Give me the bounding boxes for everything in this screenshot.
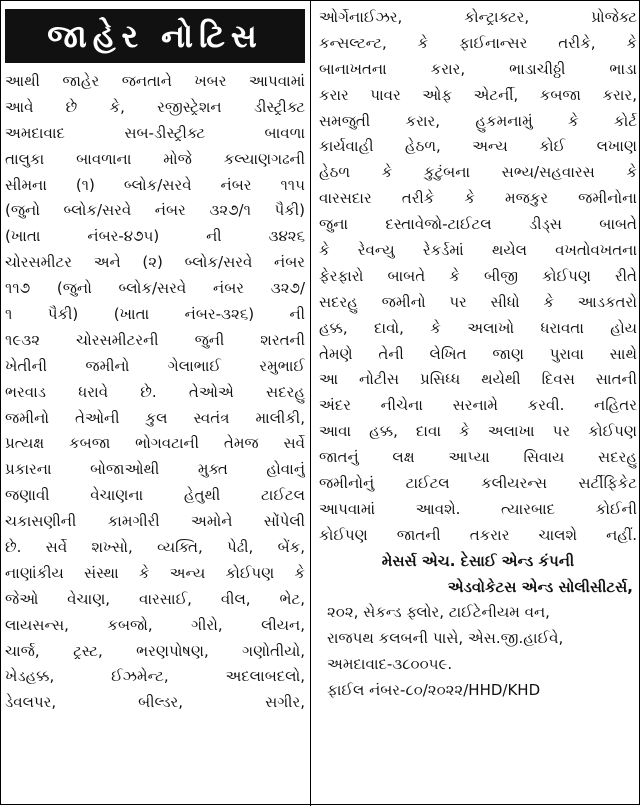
notice-line: ચોરસમીટર અને (૨) બ્લોક/સરવે નંબર	[5, 253, 305, 272]
address-line: અમદાવાદ-૩૮૦૦૫૯.	[327, 655, 453, 674]
notice-line: સદરહુ જમીનો પર સીધો કે આડકતરો	[319, 292, 637, 311]
notice-line: કરાર પાવર ઓફ એટર્ની, કબજા કરાર,	[319, 85, 637, 104]
firm-name: મેસર્સ એચ. દેસાઈ એન્ડ કંપની	[381, 551, 575, 570]
column-divider	[310, 1, 311, 806]
notice-line: અમદાવાદ સબ-ડીસ્ટ્રીક્ટ બાવળા	[5, 123, 305, 142]
notice-line: ૧૧૭ (જુનો બ્લોક/સરવે નંબર ૩૨૭/	[5, 279, 305, 298]
notice-line: સમજુતી કરાર, હુકમનામું કે કોર્ટ	[319, 111, 637, 130]
notice-line: ૧ પૈકી) (ખાતા નંબર-૩૨૬) ની	[5, 305, 305, 324]
notice-line: જુના દસ્તાવેજો-ટાઈટલ ડીડ્સ બાબતે	[319, 215, 637, 234]
notice-line: ખેતીની જમીનો ગેલાભાઈ રમુભાઈ	[5, 356, 305, 375]
notice-line: ૧૯૩૨ ચોરસમીટરની જુની શરતની	[5, 330, 305, 349]
notice-line: ચાર્જ, ટ્રસ્ટ, ભરણપોષણ, ગણોતીયો,	[5, 641, 305, 660]
left-body	[5, 69, 305, 716]
notice-line: બાનાખતના કરાર, ભાડાચીઠ્ઠી ભાડા	[319, 59, 637, 78]
notice-line: કન્સલ્ટન્ટ, કે ફાઈનાન્સર તરીકે, કે	[319, 33, 637, 52]
notice-line: ચકાસણીની કામગીરી અમોને સોંપેલી	[5, 512, 305, 531]
notice-line: લાયસન્સ, કબજો, ગીરો, લીયન,	[5, 615, 305, 634]
notice-line: હેઠળ કે કુટુંબના સભ્ય/સહવારસ કે	[319, 163, 637, 182]
address-line: રાજપથ કલબની પાસે, એસ.જી.હાઈવે,	[327, 629, 564, 648]
right-column	[319, 1, 637, 704]
firm-designation: એડવોકેટસ એન્ડ સોલીસીટર્સ,	[447, 577, 633, 596]
notice-line: ખેડહક્ક, ઈઝમેન્ટ, અદલાબદલો,	[5, 667, 305, 686]
notice-line: અંદર નીચેના સરનામે કરવી. નહિતર	[319, 396, 637, 415]
notice-line: આપવામાં આવશે. ત્યારબાદ કોઈની	[319, 499, 637, 518]
notice-line: તાલુકા બાવળાના મોજે કલ્યાણગઢની	[5, 149, 305, 168]
address-line: ૨૦૨, સેકન્ડ ફ્લોર, ટાઈટેનીયમ વન,	[327, 603, 550, 622]
notice-line: આથી જાહેર જનતાને ખબર આપવામાં	[5, 72, 305, 90]
notice-line: આ નોટીસ પ્રસિધ્ધ થયેથી દિવસ સાતની	[319, 370, 637, 389]
notice-line: જાતનું લક્ષ આપ્યા સિવાય સદરહુ	[319, 448, 637, 467]
notice-line: જેઓ વેચાણ, વારસાઈ, વીલ, ભેટ,	[5, 589, 305, 608]
notice-line: કાર્યવાહી હેઠળ, અન્ય કોઈ લખાણ	[319, 137, 637, 156]
right-body	[319, 5, 637, 704]
notice-line: નાણાંકીય સંસ્થા કે અન્ય કોઈપણ કે	[5, 563, 305, 582]
left-column	[5, 1, 305, 716]
notice-line: ફેરફારો બાબતે કે બીજી કોઈપણ રીતે	[319, 266, 637, 285]
notice-line: જમીનોનું ટાઈટલ કલીયરન્સ સર્ટીફિકેટ	[319, 474, 637, 493]
notice-line: આવે છે કે, રજીસ્ટ્રેશન ડીસ્ટ્રીક્ટ	[5, 97, 305, 116]
notice-line: તેમણે તેની લેખિત જાણ પુરાવા સાથે	[319, 344, 637, 363]
notice-line: ભરવાડ ધરાવે છે. તેઓએ સદરહુ	[5, 382, 305, 401]
notice-line: (ખાતા નંબર-૪૭૫) ની ૩૪૨૬	[5, 227, 305, 246]
notice-line: વારસદાર તરીકે કે મજકુર જમીનોના	[319, 189, 637, 208]
notice-line: પ્રકારના બોજાઓથી મુક્ત હોવાનું	[5, 460, 305, 479]
notice-line: છે. સર્વે શખ્સો, વ્યક્તિ, પેઢી, બેંક,	[5, 538, 305, 557]
notice-line: કોઈપણ જાતની તકરાર ચાલશે નહીં.	[319, 525, 637, 544]
notice-title: જાહેર નોટિસ	[5, 9, 305, 63]
notice-line: કે રેવન્યુ રેકર્ડમાં થયેલ વખતોવખતના	[319, 241, 637, 260]
notice-line: હક્ક, દાવો, કે અલાખો ધરાવતા હોય	[319, 318, 637, 337]
file-number: ફાઈલ નંબર-૮૦/૨૦૨૨/HHD/KHD	[327, 681, 541, 700]
notice-line: આવા હક્ક, દાવા કે અલાખા પર કોઈપણ	[319, 422, 637, 441]
notice-line: ડેવલપર, બીલ્ડર, સગીર,	[5, 693, 305, 712]
notice-line: જમીનો તેઓની કુલ સ્વતંત્ર માલીકી,	[5, 408, 305, 427]
notice-line: સીમના (૧) બ્લોક/સરવે નંબર ૧૧૫	[5, 175, 305, 194]
notice-line: પ્રત્યક્ષ કબજા ભોગવટાની તેમજ સર્વે	[5, 434, 305, 453]
notice-line: ઓર્ગેનાઈઝર, કોન્ટ્રાક્ટર, પ્રોજેક્ટ	[319, 8, 637, 26]
notice-line: જણાવી વેચાણના હેતુથી ટાઈટલ	[5, 486, 305, 505]
notice-line: (જુનો બ્લોક/સરવે નંબર ૩૨૭/૧ પૈકી)	[5, 201, 305, 220]
